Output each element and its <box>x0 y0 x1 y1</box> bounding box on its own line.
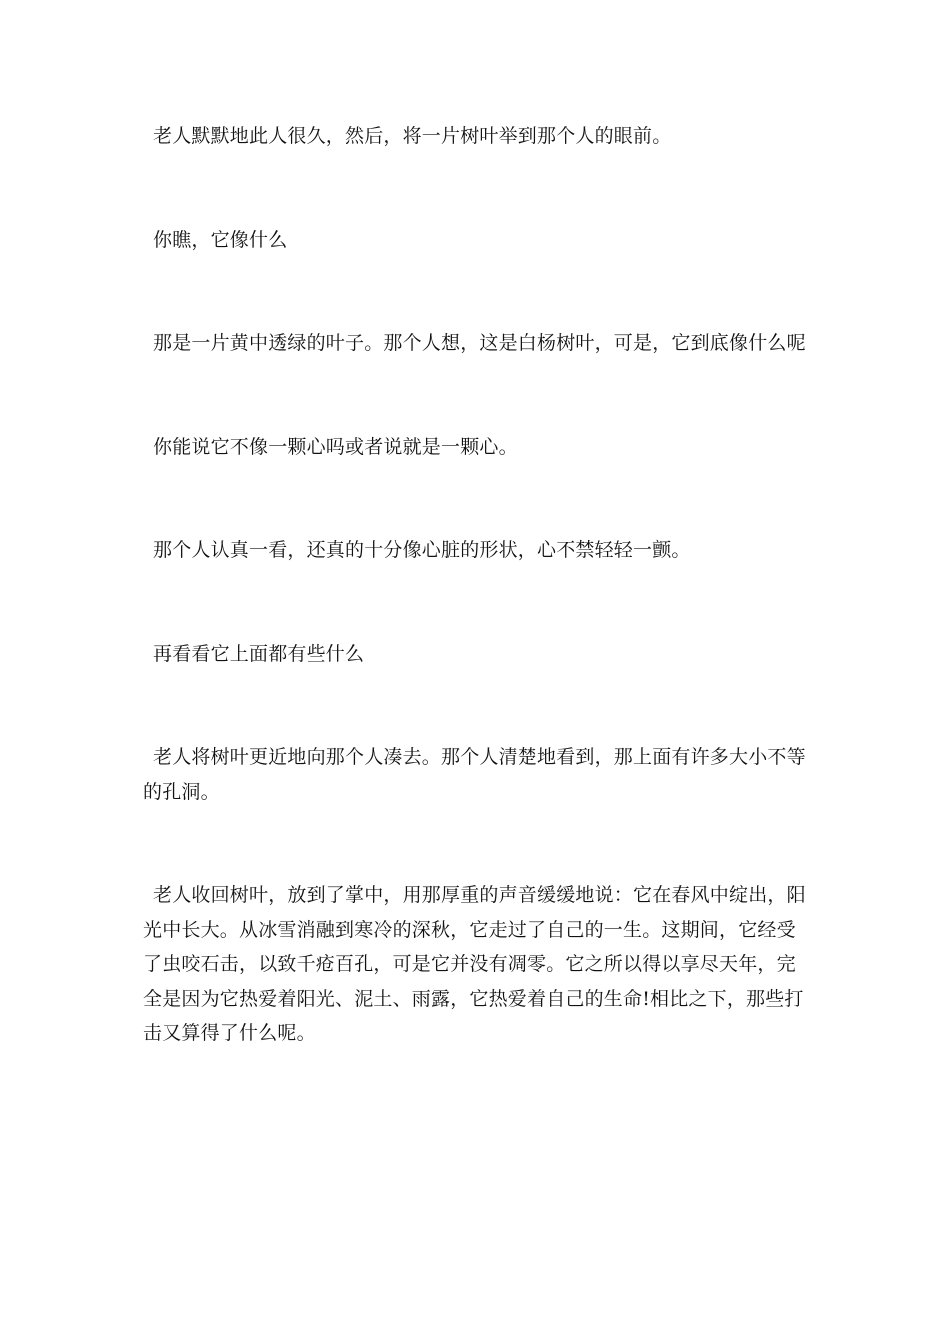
paragraph-7: 老人将树叶更近地向那个人凑去。那个人清楚地看到，那上面有许多大小不等的孔洞。 <box>143 746 806 803</box>
paragraph-8: 老人收回树叶，放到了掌中，用那厚重的声音缓缓地说：它在春风中绽出，阳光中长大。从冰雪消融到寒冷的深秋，它走过了自己的一生。这期间，它经受了虫咬石击，以致千疮百孔，可是它并没有凋零。它之所以得以享尽天年，完全是因为它热爱着阳光、泥土、雨露，它热爱着自己的生命!相比之下，那些打击又算得了什么呢。 <box>143 884 806 1044</box>
paragraph-1: 老人默默地此人很久，然后，将一片树叶举到那个人的眼前。 <box>153 125 672 147</box>
paragraph-5: 那个人认真一看，还真的十分像心脏的形状，心不禁轻轻一颤。 <box>153 539 691 561</box>
paragraph-2: 你瞧，它像什么 <box>153 229 288 251</box>
paragraph-3: 那是一片黄中透绿的叶子。那个人想，这是白杨树叶，可是，它到底像什么呢 <box>153 332 806 354</box>
paragraph-4: 你能说它不像一颗心吗或者说就是一颗心。 <box>153 436 518 458</box>
paragraph-6: 再看看它上面都有些什么 <box>153 643 365 665</box>
